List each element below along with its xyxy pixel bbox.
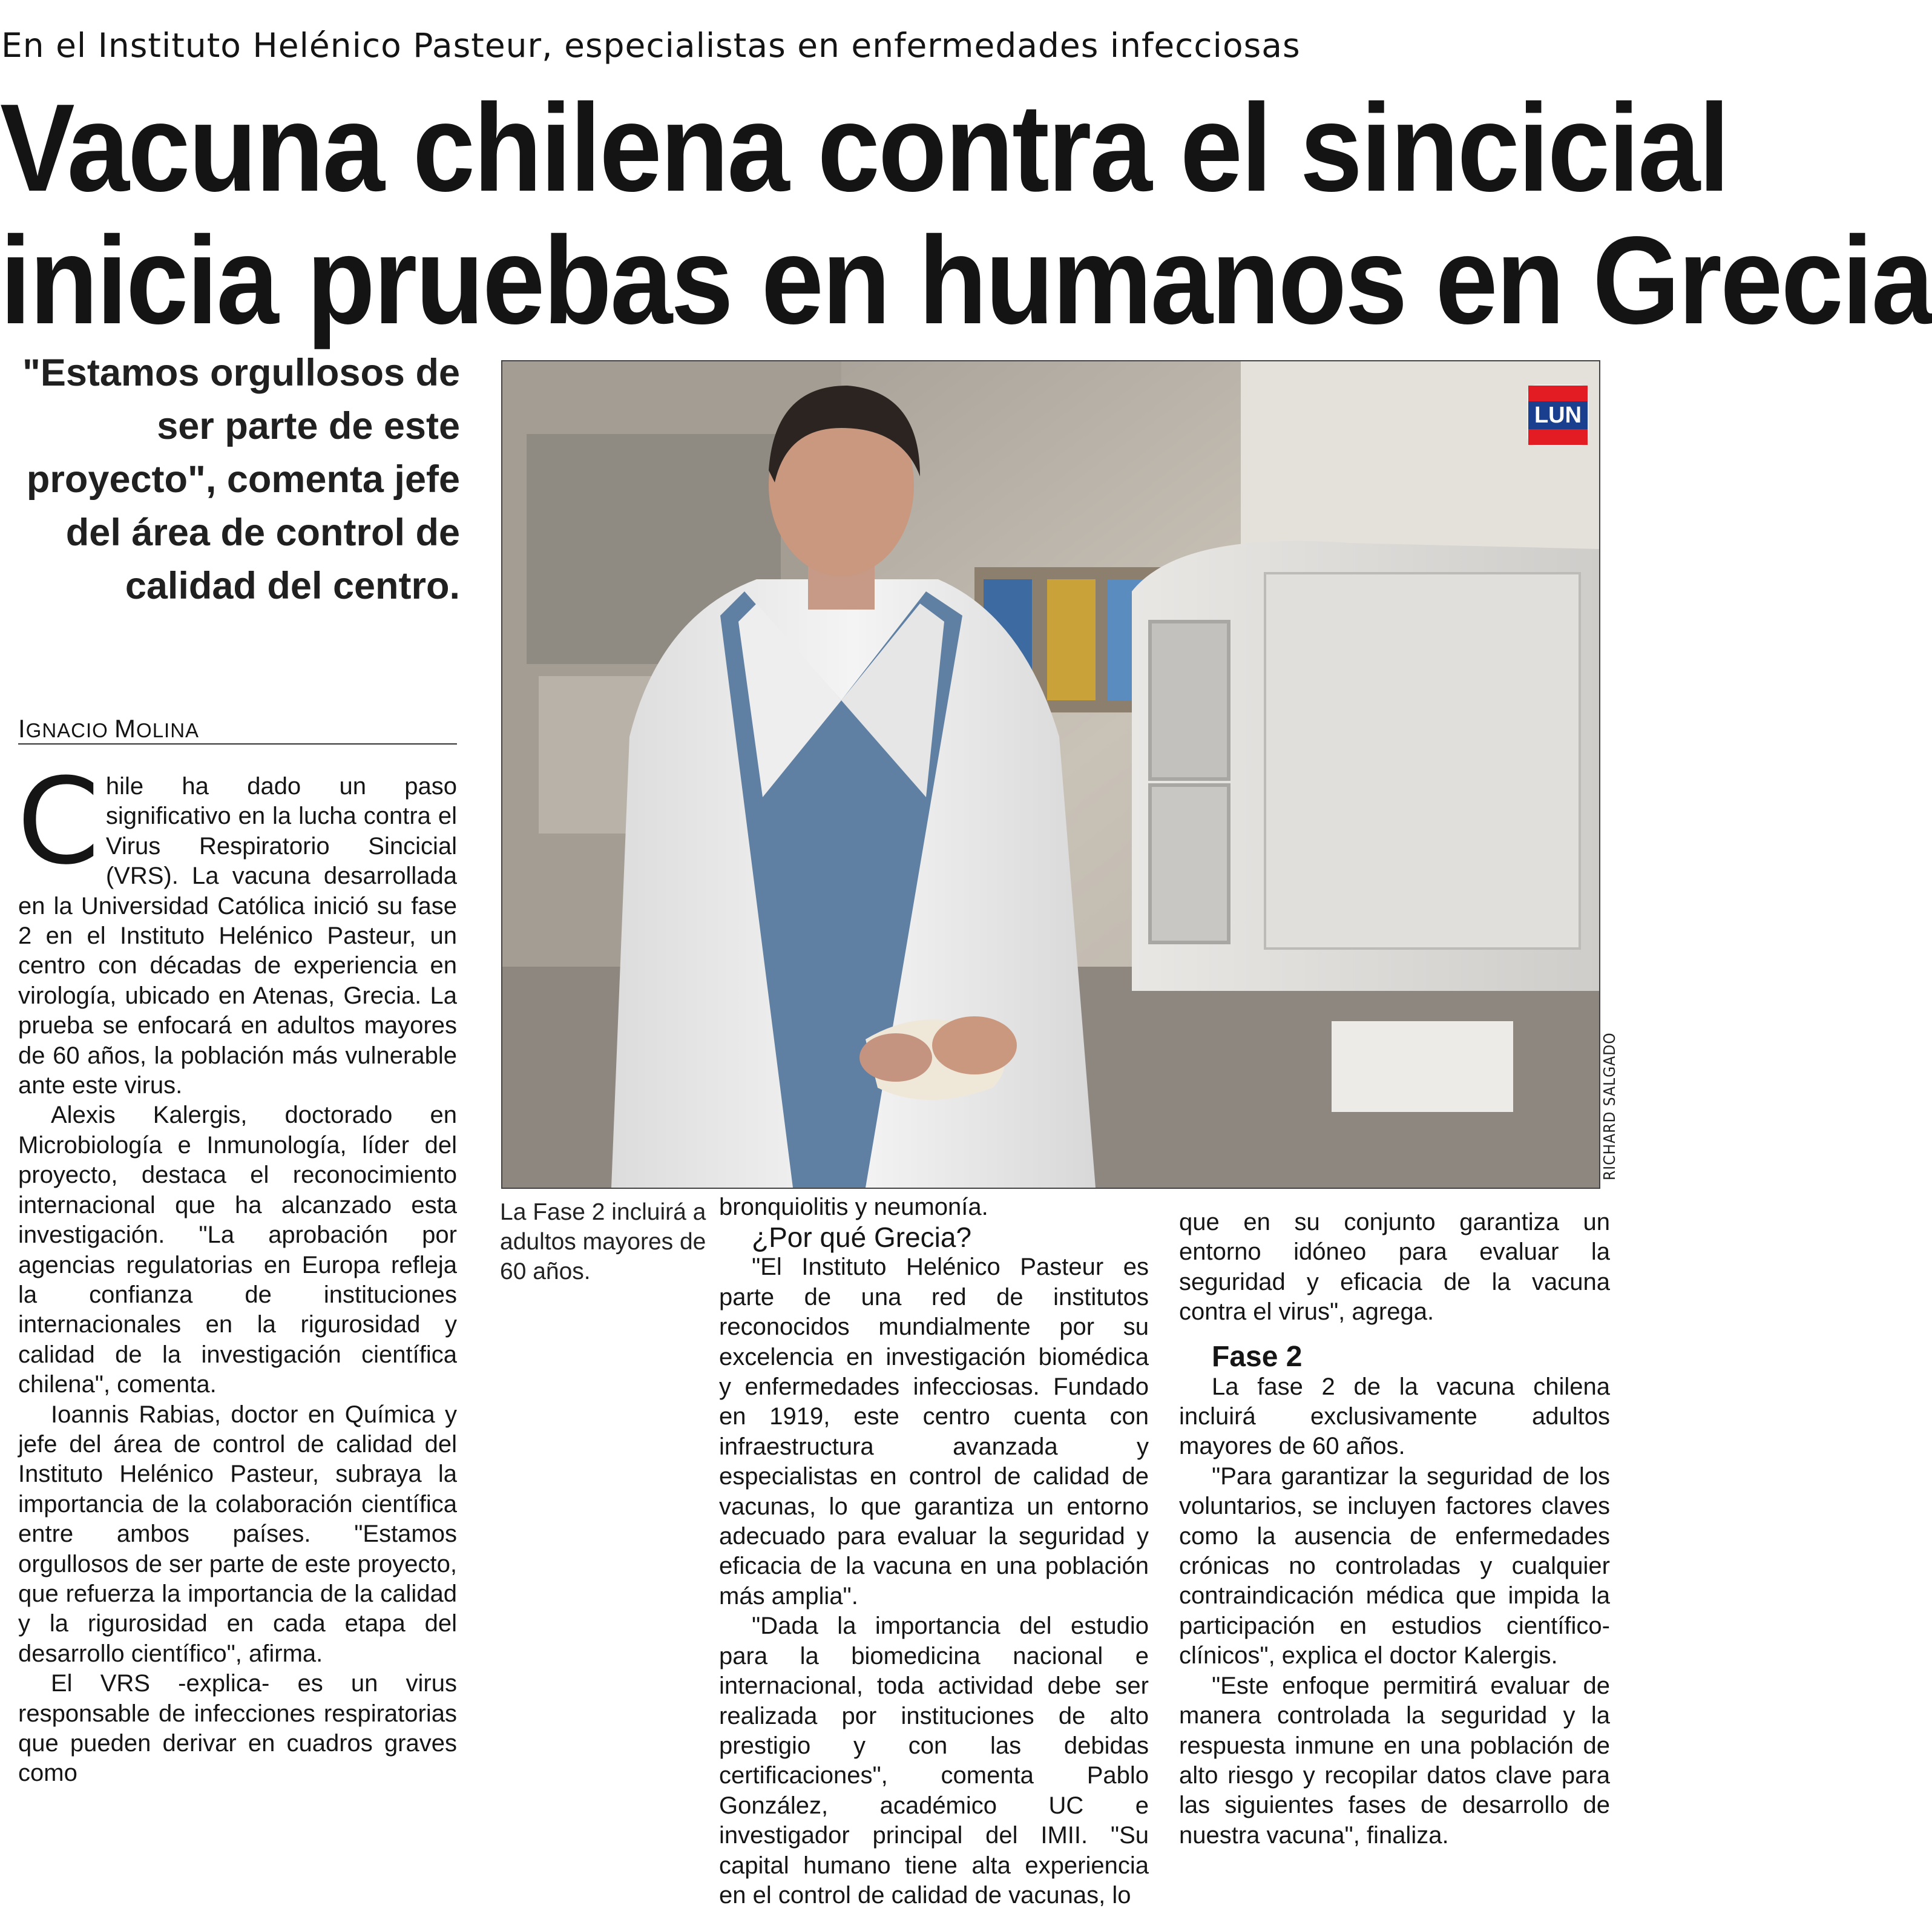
body-paragraph: "Dada la importancia del estudio para la biomedicina nacional e internacional, toda actividad debe ser realizada por instituciones de alto prestigio y con las debidas certificaciones", comenta Pablo González, académico UC e investigador principal del IMII. "Su capital humano tiene alta experiencia en el control de calidad de vacunas, lo bbox=[719, 1613, 1149, 1909]
article-column-3 bbox=[1179, 1208, 1610, 1850]
body-paragraph: Alexis Kalergis, doctorado en Microbiología e Inmunología, líder del proyecto, destaca el reconocimiento internacional que ha alcanzado esta investigación. "La aprobación por agencias regulatorias en Europa refleja la confianza de instituciones internacionales en la rigurosidad y calidad de la investigación científica chilena", comenta. bbox=[18, 1102, 457, 1398]
lun-logo: LUN bbox=[1528, 386, 1588, 445]
byline-first-initial: I bbox=[18, 714, 26, 743]
headline-line-2: inicia pruebas en humanos en Grecia bbox=[0, 211, 1932, 350]
headline-line-1: Vacuna chilena contra el sincicial bbox=[0, 78, 1729, 217]
lab-photo bbox=[501, 360, 1600, 1189]
photo-credit: RICHARD SALGADO bbox=[1601, 1032, 1619, 1180]
subhead-por-que-grecia: ¿Por qué Grecia? bbox=[752, 1222, 972, 1254]
article-column-2 bbox=[719, 1192, 1149, 1910]
byline-first-rest: GNACIO bbox=[25, 719, 108, 742]
kicker: En el Instituto Helénico Pasteur, especialistas en enfermedades infecciosas bbox=[1, 26, 1301, 65]
byline-last-rest: OLINA bbox=[136, 719, 200, 742]
body-paragraph: "Este enfoque permitirá evaluar de manera controlada la seguridad y la respuesta inmune en una población de alto riesgo y recopilar datos clave para las siguientes fases de desarrollo de nuestra vacuna", finaliza. bbox=[1179, 1672, 1610, 1849]
subhead-fase-2: Fase 2 bbox=[1212, 1340, 1303, 1373]
lead-paragraph: Chile ha dado un paso significativo en la lucha contra el Virus Respiratorio Sincicial (VRS). La vacuna desarrollada en la Universidad Católica inició su fase 2 en el Instituto Helénico Pasteur, un centro con décadas de experiencia en virología, ubicado en Atenas, Grecia. La prueba se enfocará en adultos mayores de 60 años, la población más vulnerable ante este virus. bbox=[17, 753, 457, 1099]
byline bbox=[18, 714, 457, 745]
body-paragraph: "El Instituto Helénico Pasteur es parte de una red de institutos reconocidos mundialmente por su excelencia en investigación biomédica y enfermedades infecciosas. Fundado en 1919, este centro cuenta con infraestructura avanzada y especialistas en control de calidad de vacunas, lo que garantiza un entorno adecuado para evaluar la seguridad y eficacia de la vacuna en una población más amplia". bbox=[719, 1254, 1149, 1610]
body-paragraph: El VRS -explica- es un virus responsable de infecciones respiratorias que pueden derivar en cuadros graves como bbox=[18, 1670, 457, 1787]
body-paragraph-continued: bronquiolitis y neumonía. bbox=[719, 1194, 988, 1220]
article-column-1 bbox=[17, 753, 457, 1789]
byline-last-initial: M bbox=[114, 714, 137, 743]
body-paragraph-continued: que en su conjunto garantiza un entorno idóneo para evaluar la seguridad y eficacia de la vacuna contra el virus", agrega. bbox=[1179, 1209, 1610, 1326]
drop-cap: C bbox=[17, 753, 100, 891]
photo-caption: La Fase 2 incluirá a adultos mayores de 60 años. bbox=[500, 1199, 706, 1284]
lab-photo-illustration bbox=[502, 361, 1599, 1188]
pull-quote: "Estamos orgullosos de ser parte de este proyecto", comenta jefe del área de control de calidad del centro. bbox=[22, 352, 460, 607]
body-paragraph: "Para garantizar la seguridad de los voluntarios, se incluyen factores claves como la ausencia de enfermedades crónicas no controladas y cualquier contraindicación médica que impida la participación en estudios científico-clínicos", explica el doctor Kalergis. bbox=[1179, 1462, 1610, 1669]
body-paragraph: La fase 2 de la vacuna chilena incluirá exclusivamente adultos mayores de 60 años. bbox=[1179, 1373, 1610, 1460]
headline bbox=[0, 78, 1932, 350]
body-paragraph: Ioannis Rabias, doctor en Química y jefe del área de control de calidad del Instituto Helénico Pasteur, subraya la importancia de la colaboración científica entre ambos países. "Estamos orgullosos de ser parte de este proyecto, que refuerza la importancia de la calidad y la rigurosidad en cada etapa del desarrollo científico", afirma. bbox=[18, 1401, 457, 1667]
